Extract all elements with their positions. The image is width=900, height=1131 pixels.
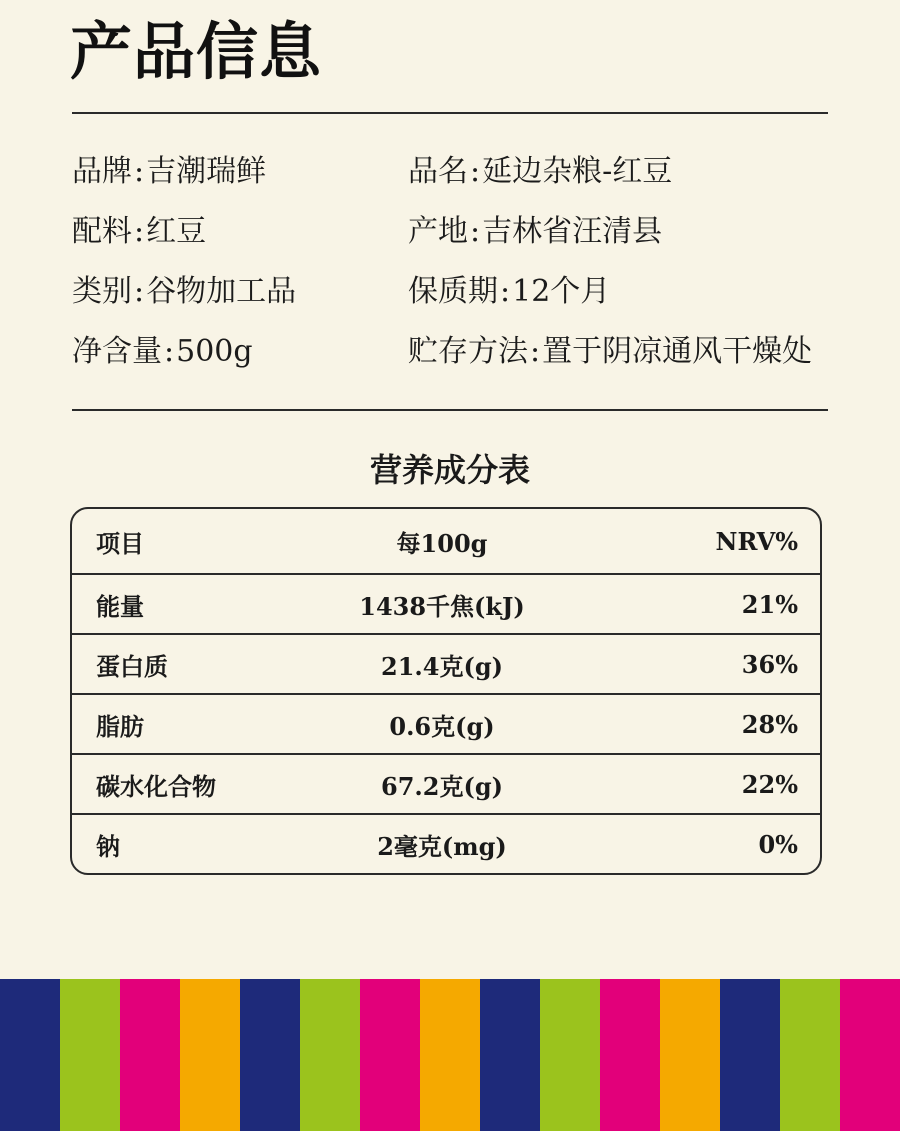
info-label: 类别 xyxy=(72,274,132,309)
row-per-100g: 67.2克(g) xyxy=(381,771,503,801)
info-brand xyxy=(72,142,408,202)
header-nrv: NRV% xyxy=(715,526,798,556)
info-net-weight xyxy=(72,322,408,382)
row-nrv: 36% xyxy=(741,649,798,679)
color-stripe xyxy=(180,979,240,1131)
color-stripe xyxy=(120,979,180,1131)
info-value: 谷物加工品 xyxy=(146,274,297,309)
info-storage xyxy=(408,322,832,382)
row-nrv: 0% xyxy=(758,829,798,859)
row-per-100g: 2毫克(mg) xyxy=(377,831,507,861)
middle-divider xyxy=(72,409,828,411)
row-nrv: 28% xyxy=(741,709,798,739)
color-stripe xyxy=(420,979,480,1131)
color-stripe xyxy=(0,979,60,1131)
info-value: 红豆 xyxy=(146,214,207,249)
product-info-grid xyxy=(72,142,832,382)
info-separator: : xyxy=(134,214,145,249)
color-stripe xyxy=(660,979,720,1131)
color-stripe xyxy=(720,979,780,1131)
info-separator: : xyxy=(134,274,145,309)
info-separator: : xyxy=(164,334,175,369)
row-per-100g: 0.6克(g) xyxy=(389,711,495,741)
color-stripe xyxy=(480,979,540,1131)
info-value: 吉林省汪清县 xyxy=(482,214,663,249)
color-stripe xyxy=(540,979,600,1131)
row-per-100g: 1438千焦(kJ) xyxy=(359,591,525,621)
row-nrv: 21% xyxy=(741,589,798,619)
info-separator: : xyxy=(470,214,481,249)
header-item: 项目 xyxy=(96,528,144,558)
row-item: 脂肪 xyxy=(96,711,144,741)
info-label: 品牌 xyxy=(72,154,132,189)
info-label: 贮存方法 xyxy=(408,334,528,369)
row-item: 蛋白质 xyxy=(96,651,168,681)
color-stripe xyxy=(60,979,120,1131)
row-per-100g: 21.4克(g) xyxy=(381,651,503,681)
info-category xyxy=(72,262,408,322)
table-row xyxy=(72,633,820,693)
color-stripe xyxy=(840,979,900,1131)
nutrition-table xyxy=(70,507,822,875)
color-stripe-band xyxy=(0,979,900,1131)
info-separator: : xyxy=(470,154,481,189)
info-shelf-life xyxy=(408,262,832,322)
table-row xyxy=(72,573,820,633)
header-per-100g: 每100g xyxy=(396,528,488,558)
info-value: 500g xyxy=(176,334,253,369)
info-value: 置于阴凉通风干燥处 xyxy=(542,334,813,369)
color-stripe xyxy=(300,979,360,1131)
info-origin xyxy=(408,202,832,262)
color-stripe xyxy=(780,979,840,1131)
row-item: 能量 xyxy=(96,591,144,621)
info-label: 产地 xyxy=(408,214,468,249)
color-stripe xyxy=(600,979,660,1131)
info-separator: : xyxy=(530,334,541,369)
table-row xyxy=(72,753,820,813)
info-value: 12个月 xyxy=(512,274,611,309)
table-header-row xyxy=(72,509,820,573)
info-product-name xyxy=(408,142,832,202)
color-stripe xyxy=(360,979,420,1131)
row-item: 钠 xyxy=(96,831,120,861)
info-ingredients xyxy=(72,202,408,262)
info-label: 品名 xyxy=(408,154,468,189)
color-stripe xyxy=(240,979,300,1131)
info-label: 配料 xyxy=(72,214,132,249)
table-row xyxy=(72,813,820,873)
row-item: 碳水化合物 xyxy=(96,771,216,801)
info-value: 延边杂粮-红豆 xyxy=(482,154,673,189)
info-separator: : xyxy=(134,154,145,189)
row-nrv: 22% xyxy=(741,769,798,799)
info-separator: : xyxy=(500,274,511,309)
info-label: 净含量 xyxy=(72,334,162,369)
table-row xyxy=(72,693,820,753)
top-divider xyxy=(72,112,828,114)
info-label: 保质期 xyxy=(408,274,498,309)
info-value: 吉潮瑞鲜 xyxy=(146,154,267,189)
page-title: 产品信息 xyxy=(70,15,323,88)
nutrition-title: 营养成分表 xyxy=(369,451,530,489)
